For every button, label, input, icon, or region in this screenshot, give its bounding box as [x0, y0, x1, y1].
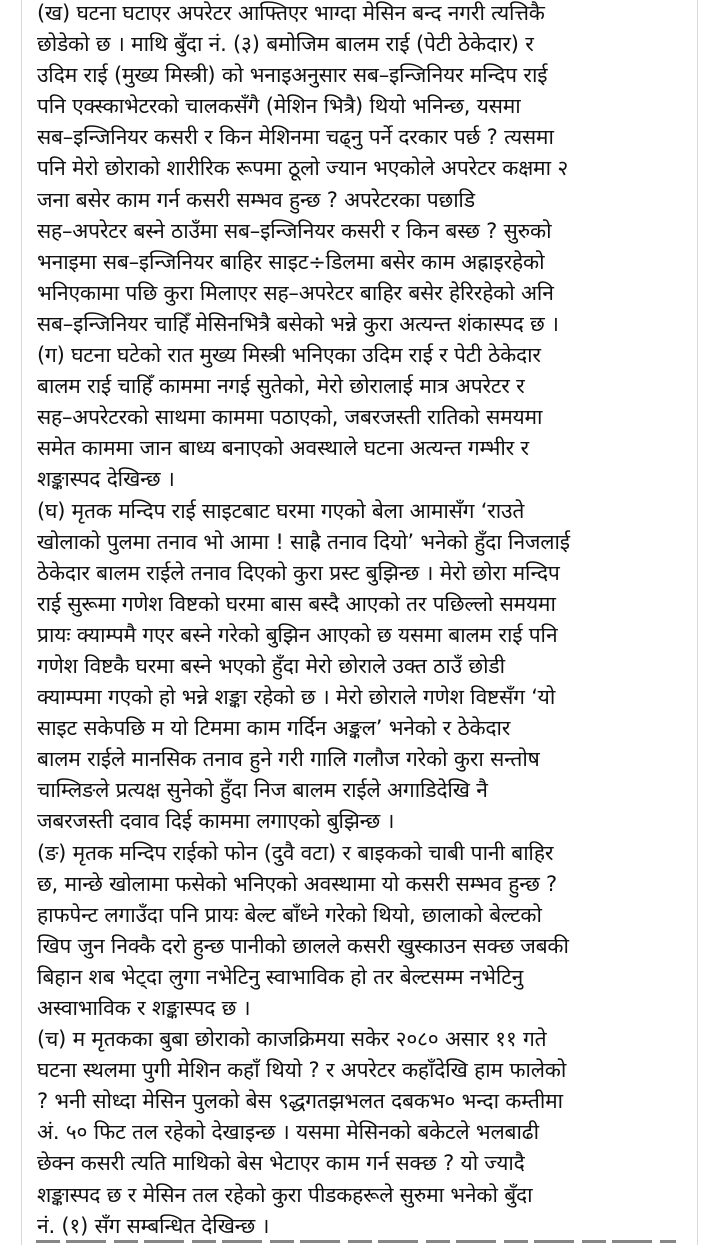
paragraph-kha: (ख) घटना घटाएर अपरेटर आफ्तिएर भाग्दा मेसिन बन्द नगरी त्यत्तिकै छोडेको छ । माथि बुँदा नं. (३) बमोजिम बालम राई (पेटी ठेकेदार) र उदिम राई (मुख्य मिस्त्री) को भनाइअनुसार सब–इन्जिनियर मन्दिप राई पनि एक्स्काभेटरको चालकसँगै (मेशिन भित्रै) थियो भनिन्छ, यसमा सब–इन्जिनियर कसरी र किन मेशिनमा चढ्नु पर्ने दरकार पर्छ ? त्यसमा पनि मेरो छोराको शारीरिक रूपमा ठूलो ज्यान भएकोले अपरेटर कक्षमा २ जना बसेर काम गर्न कसरी सम्भव हुन्छ ? अपरेटरका पछाडि सह–अपरेटर बस्ने ठाउँमा सब–इन्जिनियर कसरी र किन बस्छ ? सुरुको भनाइमा सब–इन्जिनियर बाहिर साइट÷डिलमा बसेर काम अह्राइरहेको भनिएकामा पछि कुरा मिलाएर सह–अपरेटर बाहिर बसेर हेरिरहेको अनि सब–इन्जिनियर चाहिँ मेसिनभित्रै बसेको भन्ने कुरा अत्यन्त शंकास्पद छ । [37, 1, 569, 336]
paragraph-cha: (च) म मृतकका बुबा छोराको काजक्रिमया सकेर २०८० असार ११ गते घटना स्थलमा पुगी मेशिन कहाँ थियो ? र अपरेटर कहाँदेखि हाम फालेको ? भनी सोध्दा मेसिन पुलको बेस ९द्धगतझभलत दबकभ० भन्दा कम्तीमा अं. ५० फिट तल रहेको देखाइन्छ । यसमा मेसिनको बकेटले भलबाढी छेक्न कसरी त्यति माथिको बेस भेटाएर काम गर्न सक्छ ? यो ज्यादै शङ्कास्पद छ र मेसिन तल रहेको कुरा पीडकहरूले सुरुमा भनेको बुँदा नं. (१) सँग सम्बन्धित देखिन्छ । [37, 1027, 567, 1238]
paragraph-ga: (ग) घटना घटेको रात मुख्य मिस्त्री भनिएका उदिम राई र पेटी ठेकेदार बालम राई चाहिँ काममा नगई सुतेको, मेरो छोरालाई मात्र अपरेटर र सह–अपरेटरको साथमा काममा पठाएको, जबरजस्ती रातिको समयमा समेत काममा जान बाध्य बनाएको अवस्थाले घटना अत्यन्त गम्भीर र शङ्कास्पद देखिन्छ । [37, 343, 543, 492]
cut-off-text-line [36, 1236, 676, 1245]
document-body [37, 0, 689, 1242]
document-page [21, 0, 698, 1245]
paragraph-nga: (ङ) मृतक मन्दिप राईको फोन (दुवै वटा) र बाइकको चाबी पानी बाहिर छ, मान्छे खोलामा फसेको भनिएको अवस्थामा यो कसरी सम्भव हुन्छ ? हाफपेन्ट लगाउँदा पनि प्रायः बेल्ट बाँध्ने गरेको थियो, छालाको बेल्टको खिप जुन निक्कै दरो हुन्छ पानीको छालले कसरी खुस्काउन सक्छ जबकी बिहान शब भेट्दा लुगा नभेटिनु स्वाभाविक हो तर बेल्टसम्म नभेटिनु अस्वाभाविक र शङ्कास्पद छ । [37, 840, 569, 1020]
paragraph-gha: (घ) मृतक मन्दिप राई साइटबाट घरमा गएको बेला आमासँग ‘राउते खोलाको पुलमा तनाव भो आमा ! साह्रै तनाव दियो’ भनेको हुँदा निजलाई ठेकेदार बालम राईले तनाव दिएको कुरा प्रस्ट बुझिन्छ । मेरो छोरा मन्दिप राई सुरूमा गणेश विष्टको घरमा बास बस्दै आएको तर पछिल्लो समयमा प्रायः क्याम्पमै गएर बस्ने गरेको बुझिन आएको छ यसमा बालम राई पनि गणेश विष्टकै घरमा बस्ने भएको हुँदा मेरो छोराले उक्त ठाउँ छोडी क्याम्पमा गएको हो भन्ने शङ्का रहेको छ । मेरो छोराले गणेश विष्टसँग ‘यो साइट सकेपछि म यो टिममा काम गर्दिन अङ्कल’ भनेको र ठेकेदार बालम राईले मानसिक तनाव हुने गरी गालि गलौज गरेको कुरा सन्तोष चाम्लिङले प्रत्यक्ष सुनेको हुँदा निज बालम राईले अगाडिदेखि नै जबरजस्ती दवाव दिई काममा लगाएको बुझिन्छ । [37, 498, 570, 834]
